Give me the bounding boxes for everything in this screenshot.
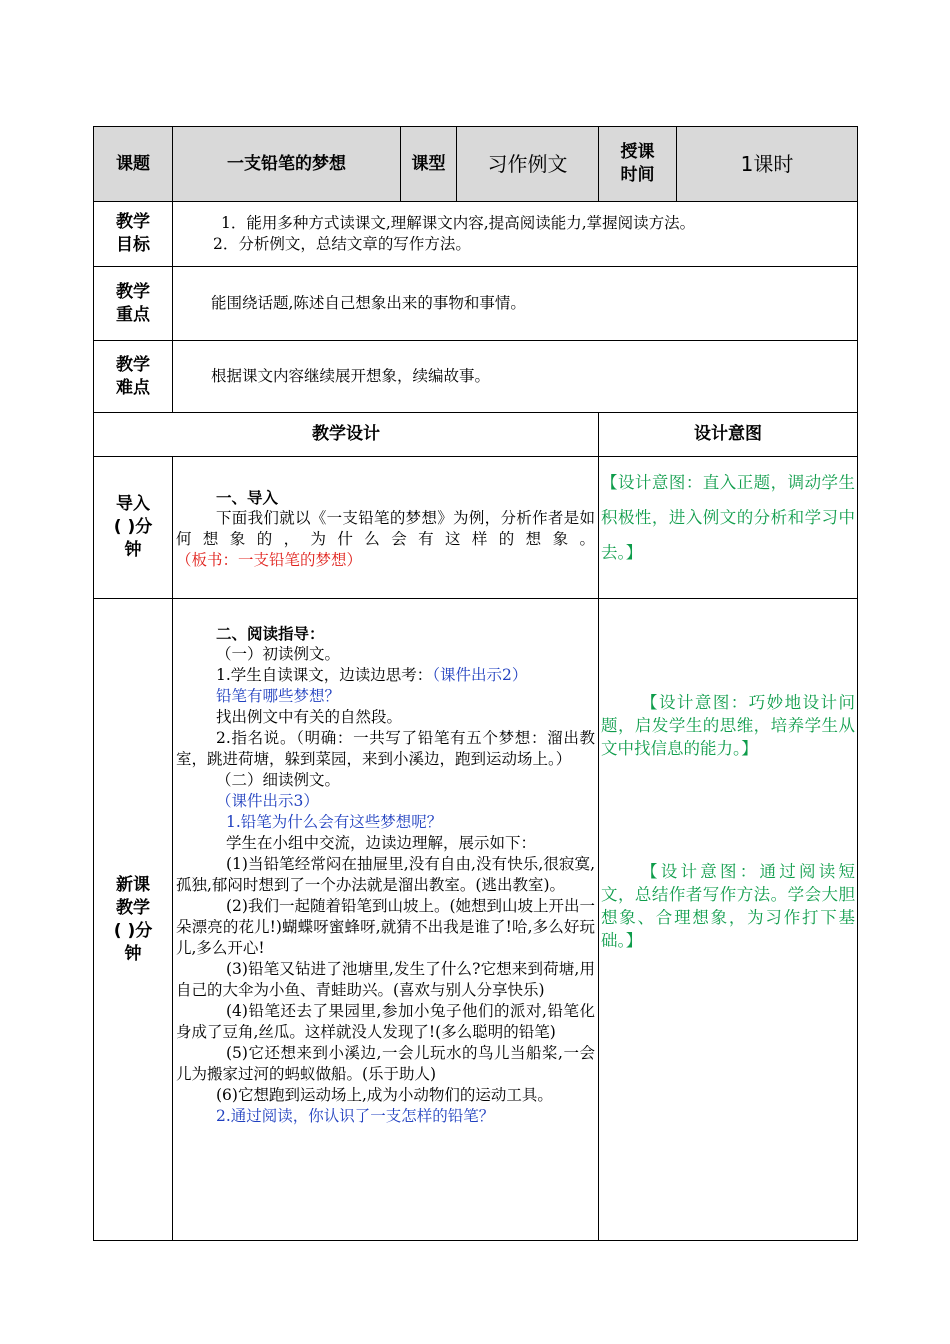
objectives-label — [94, 202, 173, 267]
group-discussion: 学生在小组中交流，边读边理解，展示如下： — [226, 834, 537, 852]
answer-3: (3)铅笔又钻进了池塘里,发生了什么?它想来到荷塘,用自己的大伞为小鱼、青蛙助兴。(喜欢与别人分享快乐) — [176, 960, 595, 999]
design-header-row — [94, 413, 858, 457]
answer-6: (6)它想跑到运动场上,成为小动物们的运动工具。 — [216, 1086, 553, 1104]
intro-intent: 【设计意图：直入正题，调动学生积极性，进入例文的分析和学习中去。】 — [599, 457, 858, 599]
close-reading-step: （二）细读例文。 — [216, 771, 341, 789]
new-lesson-intent — [599, 599, 858, 1241]
key-points-label — [94, 267, 173, 341]
answer-1: (1)当铅笔经常闷在抽屉里,没有自由,没有快乐,很寂寞,孤独,郁闷时想到了一个办法就是溜出教室。(逃出教室)。 — [176, 855, 595, 894]
lesson-plan — [93, 126, 857, 1241]
intro-body: 下面我们就以《一支铅笔的梦想》为例，分析作者是如何想象的，为什么会有这样的想象。 — [176, 509, 595, 548]
new-lesson-label-3: ( )分 — [113, 920, 153, 941]
key-points-row — [94, 267, 858, 341]
topic-value: 一支铅笔的梦想 — [173, 127, 401, 202]
new-lesson-intent-2: 【设计意图：通过阅读短文，总结作者写作方法。学会大胆想象、合理想象，为习作打下基础。】 — [601, 862, 855, 950]
intro-label-3: 钟 — [124, 540, 142, 560]
intro-row — [94, 457, 858, 599]
intro-label-2: ( )分 — [113, 517, 153, 537]
key-points-text: 能围绕话题,陈述自己想象出来的事物和事情。 — [173, 267, 858, 341]
difficulties-label-1: 教学 — [116, 354, 150, 375]
new-lesson-label — [94, 599, 173, 1241]
design-header-left: 教学设计 — [94, 413, 599, 457]
difficulties-row — [94, 341, 858, 413]
intro-label — [94, 457, 173, 599]
header-row — [94, 127, 858, 202]
hours-label — [599, 127, 677, 202]
lesson-plan-table — [93, 126, 858, 1241]
new-lesson-content — [173, 599, 599, 1241]
objectives-line-1: 1．能用多种方式读课文,理解课文内容,提高阅读能力,掌握阅读方法。 — [221, 214, 696, 232]
question-2: 1.铅笔为什么会有这些梦想呢？ — [226, 813, 443, 831]
new-lesson-label-4: 钟 — [124, 943, 142, 964]
difficulties-text: 根据课文内容继续展开想象，续编故事。 — [173, 341, 858, 413]
design-header-right: 设计意图 — [599, 413, 858, 457]
topic-label: 课题 — [94, 127, 173, 202]
answer-2: (2)我们一起随着铅笔到山坡上。(她想到山坡上开出一朵漂亮的花儿!)蝴蝶呀蜜蜂呀,就猜不出我是谁了!哈,多么好玩儿,多么开心! — [176, 897, 596, 957]
answer-4: (4)铅笔还去了果园里,参加小兔子他们的派对,铅笔化身成了豆角,丝瓜。这样就没人发现了!(多么聪明的铅笔) — [176, 1002, 595, 1041]
difficulties-label — [94, 341, 173, 413]
hours-label-1: 授课 — [620, 142, 655, 162]
objectives-label-2: 目标 — [116, 235, 150, 255]
reading-guide-title: 二、阅读指导： — [216, 624, 325, 643]
key-points-label-1: 教学 — [116, 281, 150, 302]
first-reading-step: （一）初读例文。 — [216, 645, 341, 663]
objectives-text — [173, 202, 858, 267]
intro-label-1: 导入 — [116, 494, 150, 514]
courseware-2: （课件出示2） — [432, 666, 528, 684]
type-label: 课型 — [401, 127, 457, 202]
item-1: 1.学生自读课文，边读边思考： — [216, 666, 433, 684]
find-paragraphs: 找出例文中有关的自然段。 — [216, 708, 403, 726]
hours-value: 1课时 — [677, 127, 858, 202]
new-lesson-intent-1: 【设计意图：巧妙地设计问题，启发学生的思维，培养学生从文中找信息的能力。】 — [601, 693, 855, 758]
new-lesson-row — [94, 599, 858, 1241]
question-1: 铅笔有哪些梦想？ — [216, 687, 341, 705]
answer-5: (5)它还想来到小溪边,一会儿玩水的鸟儿当船桨,一会儿为搬家过河的蚂蚁做船。(乐于助人) — [176, 1044, 595, 1083]
new-lesson-label-1: 新课 — [116, 874, 150, 895]
courseware-3: （课件出示3） — [216, 792, 319, 810]
type-value: 习作例文 — [457, 127, 599, 202]
objectives-row — [94, 202, 858, 267]
hours-label-2: 时间 — [620, 165, 655, 185]
key-points-label-2: 重点 — [116, 304, 150, 325]
intro-content — [173, 457, 599, 599]
item-2: 2.指名说。（明确：一共写了铅笔有五个梦想：溜出教室，跳进荷塘，躲到菜园，来到小溪边，跑到运动场上。） — [176, 729, 595, 768]
new-lesson-label-2: 教学 — [116, 897, 150, 918]
intro-board-note: （板书：一支铅笔的梦想） — [176, 551, 363, 569]
objectives-label-1: 教学 — [116, 212, 150, 232]
objectives-line-2: 2．分析例文，总结文章的写作方法。 — [213, 235, 471, 253]
question-3: 2.通过阅读，你认识了一支怎样的铅笔？ — [216, 1107, 495, 1125]
difficulties-label-2: 难点 — [116, 377, 150, 398]
intro-title: 一、导入 — [216, 488, 279, 507]
